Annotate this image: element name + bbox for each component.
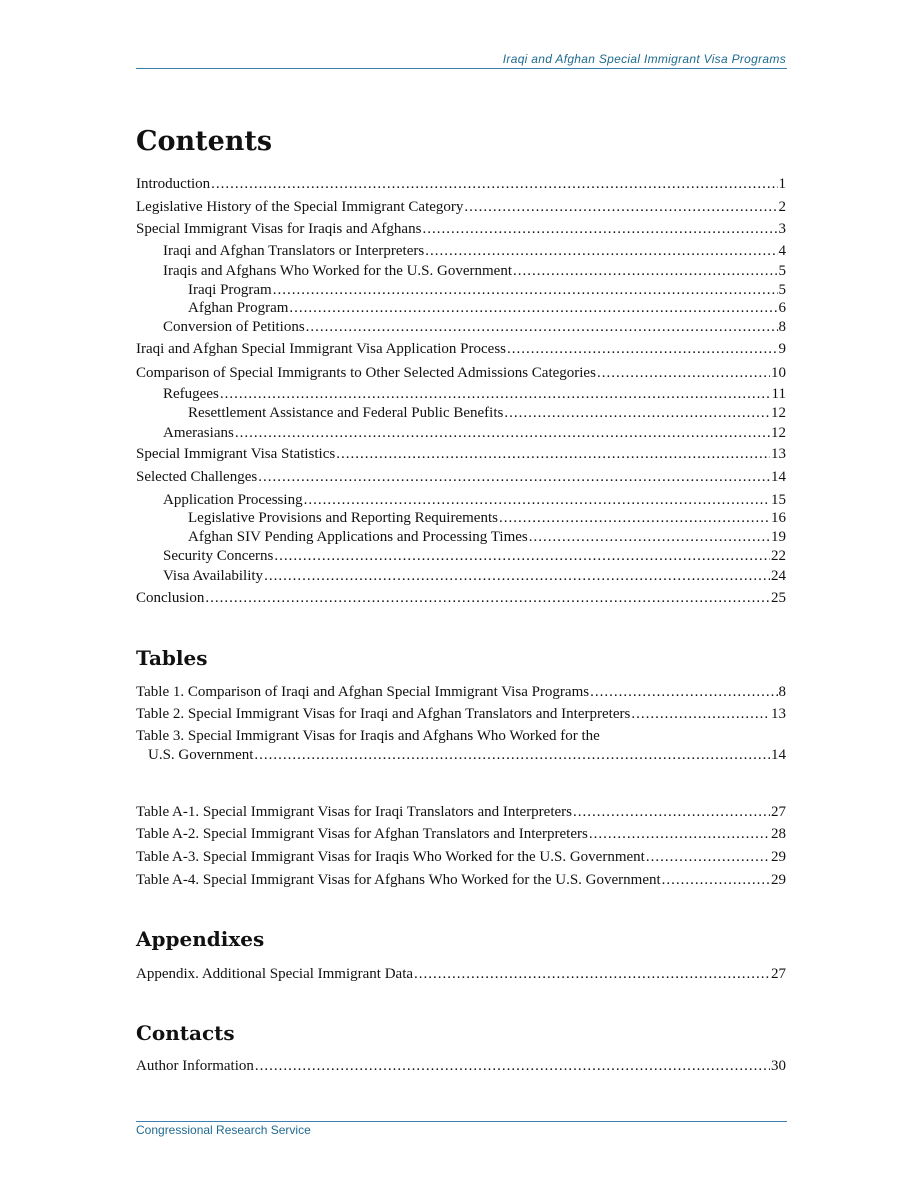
toc-entry-title: Comparison of Special Immigrants to Other Selected Admissions Categories: [136, 365, 596, 381]
toc-entry-legislative-history[interactable]: [136, 199, 786, 216]
toc-entry-title: Afghan SIV Pending Applications and Processing Times: [188, 529, 528, 545]
toc-entry-title: Legislative History of the Special Immigrant Category: [136, 199, 464, 215]
contacts-heading: Contacts: [136, 1021, 235, 1045]
toc-entry-title: Conclusion: [136, 590, 205, 606]
table-entry-title: Table A-1. Special Immigrant Visas for Iraqi Translators and Interpreters: [136, 804, 572, 820]
table-entry-3-line1[interactable]: Table 3. Special Immigrant Visas for Iraqis and Afghans Who Worked for the: [136, 728, 600, 744]
toc-entry-siv-iraqis-afghans[interactable]: [136, 221, 786, 238]
toc-entry-page: 12: [771, 405, 786, 421]
table-entry-page: 29: [771, 849, 786, 865]
toc-entry-title: Iraqis and Afghans Who Worked for the U.S. Government: [163, 263, 512, 279]
toc-entry-selected-challenges[interactable]: [136, 469, 786, 486]
toc-entry-page: 1: [778, 176, 786, 192]
toc-entry-page: 5: [778, 282, 786, 298]
table-entry-2[interactable]: [136, 706, 786, 723]
toc-entry-page: 8: [778, 319, 786, 335]
toc-entry-statistics[interactable]: [136, 446, 786, 463]
table-entry-title: U.S. Government: [148, 747, 254, 763]
toc-entry-page: 19: [771, 529, 786, 545]
toc-entry-comparison[interactable]: [136, 365, 786, 382]
toc-entry-title: Conversion of Petitions: [163, 319, 305, 335]
table-entry-page: 29: [771, 872, 786, 888]
appendixes-heading: Appendixes: [136, 927, 265, 951]
toc-entry-page: 2: [778, 199, 786, 215]
table-entry-title: Table 1. Comparison of Iraqi and Afghan Special Immigrant Visa Programs: [136, 684, 590, 700]
table-entry-page: 27: [771, 804, 786, 820]
toc-entry-title: Iraqi and Afghan Special Immigrant Visa Application Process: [136, 341, 506, 357]
toc-entry-resettlement[interactable]: [136, 405, 786, 422]
contact-entry-page: 30: [771, 1058, 786, 1074]
table-entry-a4[interactable]: [136, 872, 786, 889]
toc-entry-page: 9: [778, 341, 786, 357]
header-rule: [136, 68, 787, 69]
footer-rule: [136, 1121, 787, 1122]
toc-entry-afghan-program[interactable]: [136, 300, 786, 317]
toc-entry-amerasians[interactable]: [136, 425, 786, 442]
toc-entry-afghan-pending[interactable]: [136, 529, 786, 546]
toc-entry-security-concerns[interactable]: [136, 548, 786, 565]
toc-entry-page: 14: [771, 469, 786, 485]
toc-entry-introduction[interactable]: [136, 176, 786, 193]
toc-entry-refugees[interactable]: [136, 386, 786, 403]
table-entry-a3[interactable]: [136, 849, 786, 866]
toc-entry-page: 12: [771, 425, 786, 441]
table-entry-3[interactable]: [148, 747, 786, 764]
toc-entry-title: Security Concerns: [163, 548, 274, 564]
toc-entry-page: 22: [771, 548, 786, 564]
appendix-entry[interactable]: [136, 966, 786, 983]
toc-entry-legislative-provisions[interactable]: [136, 510, 786, 527]
toc-entry-conclusion[interactable]: [136, 590, 786, 607]
toc-entry-title: Special Immigrant Visas for Iraqis and Afghans: [136, 221, 422, 237]
table-entry-page: 8: [778, 684, 786, 700]
tables-heading: Tables: [136, 646, 208, 670]
toc-entry-page: 25: [771, 590, 786, 606]
toc-entry-translators[interactable]: [136, 243, 786, 260]
toc-entry-title: Selected Challenges: [136, 469, 258, 485]
toc-entry-page: 15: [771, 492, 786, 508]
contact-entry-title: Author Information: [136, 1058, 254, 1074]
toc-entry-visa-availability[interactable]: [136, 568, 786, 585]
toc-entry-iraqi-program[interactable]: [136, 282, 786, 299]
table-entry-a2[interactable]: [136, 826, 786, 843]
toc-entry-title: Resettlement Assistance and Federal Public Benefits: [188, 405, 504, 421]
toc-entry-page: 10: [771, 365, 786, 381]
toc-entry-page: 16: [771, 510, 786, 526]
toc-entry-title: Special Immigrant Visa Statistics: [136, 446, 336, 462]
toc-entry-page: 4: [778, 243, 786, 259]
table-entry-page: 28: [771, 826, 786, 842]
table-entry-page: 14: [771, 747, 786, 763]
toc-entry-page: 5: [778, 263, 786, 279]
toc-entry-conversion[interactable]: [136, 319, 786, 336]
contact-entry-author[interactable]: [136, 1058, 786, 1075]
contents-heading: Contents: [136, 126, 273, 157]
table-entry-title: Table A-2. Special Immigrant Visas for Afghan Translators and Interpreters: [136, 826, 588, 842]
table-entry-title: Table A-4. Special Immigrant Visas for Afghans Who Worked for the U.S. Government: [136, 872, 661, 888]
toc-entry-title: Iraqi and Afghan Translators or Interpreters: [163, 243, 425, 259]
running-header: Iraqi and Afghan Special Immigrant Visa Programs: [502, 52, 786, 66]
table-entry-page: 13: [771, 706, 786, 722]
toc-entry-title: Iraqi Program: [188, 282, 272, 298]
toc-entry-page: 6: [778, 300, 786, 316]
appendix-entry-page: 27: [771, 966, 786, 982]
table-entry-1[interactable]: [136, 684, 786, 701]
toc-entry-title: Legislative Provisions and Reporting Requirements: [188, 510, 498, 526]
table-entry-title: Table A-3. Special Immigrant Visas for Iraqis Who Worked for the U.S. Government: [136, 849, 645, 865]
toc-entry-page: 24: [771, 568, 786, 584]
toc-entry-title: Introduction: [136, 176, 211, 192]
table-entry-title: Table 2. Special Immigrant Visas for Iraqi and Afghan Translators and Interpreters: [136, 706, 631, 722]
appendix-entry-title: Appendix. Additional Special Immigrant Data: [136, 966, 414, 982]
toc-entry-title: Visa Availability: [163, 568, 264, 584]
toc-entry-worked-for-usg[interactable]: [136, 263, 786, 280]
footer-org: Congressional Research Service: [136, 1123, 311, 1137]
toc-entry-page: 11: [771, 386, 786, 402]
toc-entry-application-process[interactable]: [136, 341, 786, 358]
toc-entry-title: Refugees: [163, 386, 219, 402]
toc-entry-page: 3: [778, 221, 786, 237]
toc-entry-title: Application Processing: [163, 492, 303, 508]
table-entry-a1[interactable]: [136, 804, 786, 821]
toc-entry-title: Afghan Program: [188, 300, 289, 316]
toc-entry-title: Amerasians: [163, 425, 234, 441]
toc-entry-application-processing[interactable]: [136, 492, 786, 509]
toc-entry-page: 13: [771, 446, 786, 462]
